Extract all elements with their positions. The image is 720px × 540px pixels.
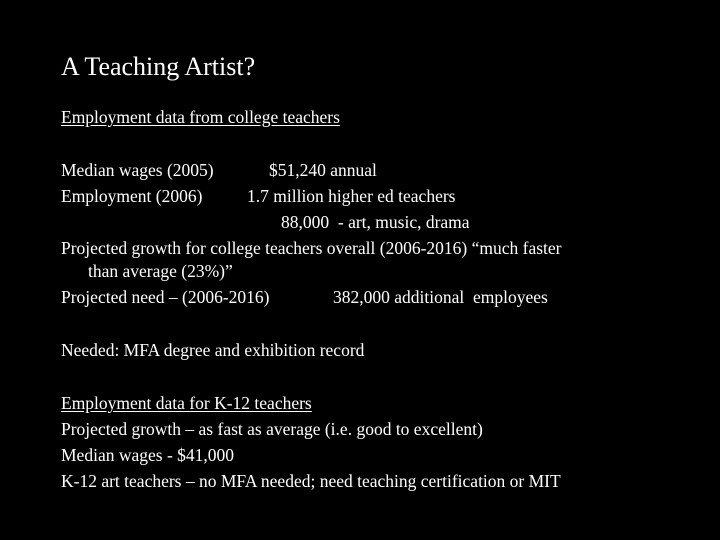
college-growth-line1: Projected growth for college teachers overall (2006-2016) “much faster: [61, 238, 562, 258]
needed-text: Needed: MFA degree and exhibition record: [61, 340, 365, 360]
k12-art: K-12 art teachers – no MFA needed; need teaching certification or MIT: [61, 471, 561, 491]
college-need-label: Projected need – (2006-2016): [61, 287, 270, 307]
college-employment-sub: 88,000 - art, music, drama: [281, 212, 470, 232]
k12-growth: Projected growth – as fast as average (i.e. good to excellent): [61, 419, 483, 439]
college-need-value: 382,000 additional employees: [333, 287, 548, 307]
college-employment-label: Employment (2006): [61, 186, 203, 206]
college-heading: Employment data from college teachers: [61, 107, 340, 127]
college-growth-line2: than average (23%)”: [88, 261, 233, 281]
k12-wages: Median wages - $41,000: [61, 445, 235, 465]
k12-heading: Employment data for K-12 teachers: [61, 393, 312, 413]
college-wages-value: $51,240 annual: [269, 160, 377, 180]
college-wages-label: Median wages (2005): [61, 160, 214, 180]
college-employment-value: 1.7 million higher ed teachers: [247, 186, 456, 206]
slide-title: A Teaching Artist?: [61, 52, 256, 81]
